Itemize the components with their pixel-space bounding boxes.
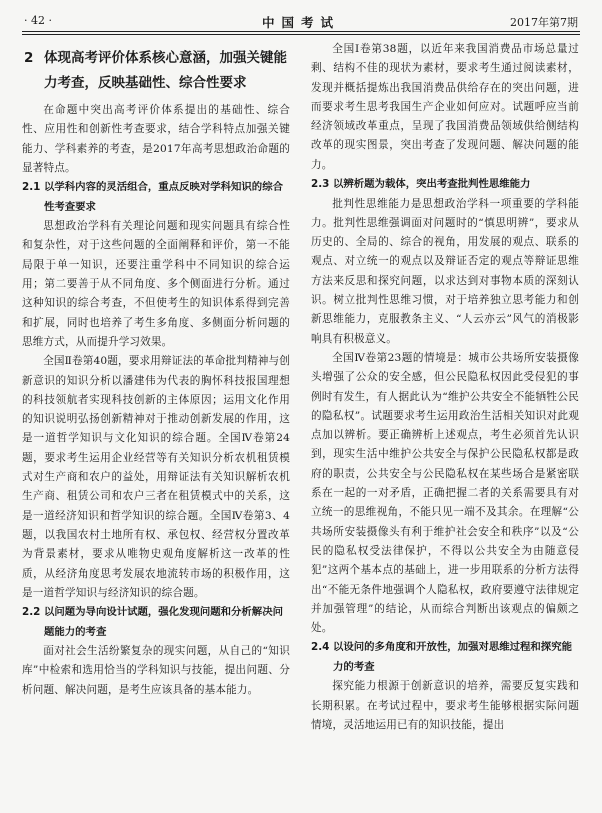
right-column (311, 40, 579, 735)
page-header (0, 0, 602, 36)
header-rule-thin (22, 34, 580, 35)
subsection-title: 以学科内容的灵活组合，重点反映对学科知识的综合性考查要求 (44, 181, 283, 213)
header-rule-thick (22, 31, 580, 32)
paragraph: 探究能力根源于创新意识的培养，需要反复实践和长期积累。在考试过程中，要求考生能够根据实际问题情境，灵活地运用已有的知识技能，提出 (311, 680, 579, 731)
paragraph: 全国Ⅳ卷第23题的情境是：城市公共场所安装摄像头增强了公众的安全感，但公民隐私权因此受侵犯的事例时有发生，有人据此认为“维护公共安全不能牺牲公民的隐私权”。试题要求考生运用政治生活相关知识对此观点加以辨析。要正确辨析上述观点，考生必须首先认识到，现实生活中维护公共安全与保护公民隐私权都是政府的职责，公共安全与公民隐私权在某些场合是紧密联系在一起的一对矛盾，正确把握二者的关系需要具有对立统一的思维视角，不能只见一端不及其余。在理解“公共场所安装摄像头有利于维护社会安全和秩序”以及“公民的隐私权受法律保护，不得以公共安全为由随意侵犯”这两个基本点的基础上，进一步用联系的分析方法得出“不能无条件地强调个人隐私权，政府要遵守法律规定并加强管理”的结论，从而综合判断出该观点的偏颇之处。 (311, 351, 579, 635)
subsection-number: 2.1 (22, 181, 41, 194)
paragraph: 全国Ⅰ卷第38题，以近年来我国消费品市场总量过剩、结构不佳的现状为素材，要求考生通过阅读素材，发现并概括提炼出我国消费品供给存在的突出问题，进而要求考生思考我国生产企业如何应对。试题呼应当前经济领域改革重点，呈现了我国消费品领域供给侧结构改革的现实图景，突出考查了发现问题、解决问题的能力。 (311, 43, 579, 171)
section-title: 体现高考评价体系核心意涵，加强关键能力考查，反映基础性、综合性要求 (44, 50, 287, 91)
intro-paragraph: 在命题中突出高考评价体系提出的基础性、综合性、应用性和创新性考查要求，结合学科特点加强关键能力、学科素养的考查，是2017年高考思想政治命题的显著特点。 (22, 104, 290, 174)
subsection-number: 2.3 (311, 178, 330, 191)
subsection-number: 2.2 (22, 606, 41, 619)
subsection-heading-2-4 (311, 638, 579, 677)
paragraph: 批判性思维能力是思想政治学科一项重要的学科能力。批判性思维强调面对问题时的“慎思明辨”，要求从历史的、全局的、综合的视角，用发展的观点、联系的观点、对立统一的观点以及辩证否定的观点等辩证思维方法来反思和探究问题，以求达到对事物本质的深刻认识。树立批判性思维习惯，对于培养独立思考能力和创新思维能力，克服教条主义、“人云亦云”风气的消极影响具有积极意义。 (311, 197, 579, 345)
section-heading (22, 46, 290, 96)
left-column (22, 40, 290, 700)
journal-title: 中国考试 (261, 15, 340, 30)
subsection-title: 以问题为导向设计试题，强化发现问题和分析解决问题能力的考查 (44, 606, 283, 638)
page-number: · 42 · (24, 14, 52, 27)
subsection-title: 以辨析题为载体，突出考查批判性思维能力 (333, 178, 531, 191)
subsection-heading-2-3 (311, 175, 579, 195)
paragraph: 全国Ⅱ卷第40题，要求用辩证法的革命批判精神与创新意识的知识分析以潘建伟为代表的胸怀科技报国理想的科技领航者实现科技创新的主体原因；运用文化作用的知识说明弘扬创新精神对于推动创新发展的作用，这是一道哲学知识与文化知识的综合题。全国Ⅳ卷第24题，要求考生运用企业经营等有关知识分析农机租赁模式对生产商和农户的益处，用辩证法有关知识解析农机生产商、租赁公司和农户三者在租赁模式中的关系，这是一道经济知识和哲学知识的综合题。全国Ⅳ卷第3、4题，以我国农村土地所有权、承包权、经营权分置改革为背景素材，要求从唯物史观角度解析这一改革的性质，从经济角度思考发展农地流转市场的积极作用，这是一道哲学知识与经济知识的综合题。 (22, 355, 290, 599)
subsection-heading-2-2 (22, 603, 290, 642)
section-number: 2 (24, 50, 34, 66)
paragraph: 面对社会生活纷繁复杂的现实问题，从自己的“知识库”中检索和选用恰当的学科知识与技能，提出问题、分析问题、解决问题，是考生应该具备的基本能力。 (22, 645, 290, 696)
subsection-title: 以设问的多角度和开放性，加强对思维过程和探究能力的考查 (333, 641, 572, 673)
issue-label: 2017年第7期 (510, 16, 578, 29)
subsection-heading-2-1 (22, 178, 290, 217)
subsection-number: 2.4 (311, 641, 330, 654)
paragraph: 思想政治学科有关理论问题和现实问题具有综合性和复杂性，对于这些问题的全面阐释和评价，第一不能局限于单一知识，还要注重学科中不同知识的综合运用；第二要善于从不同角度、多个侧面进行分析。通过这种知识的综合考查，不但使考生的知识体系得到完善和扩展，同时也培养了考生多角度、多侧面分析问题的思维方式，从而提升学习效果。 (22, 220, 290, 348)
